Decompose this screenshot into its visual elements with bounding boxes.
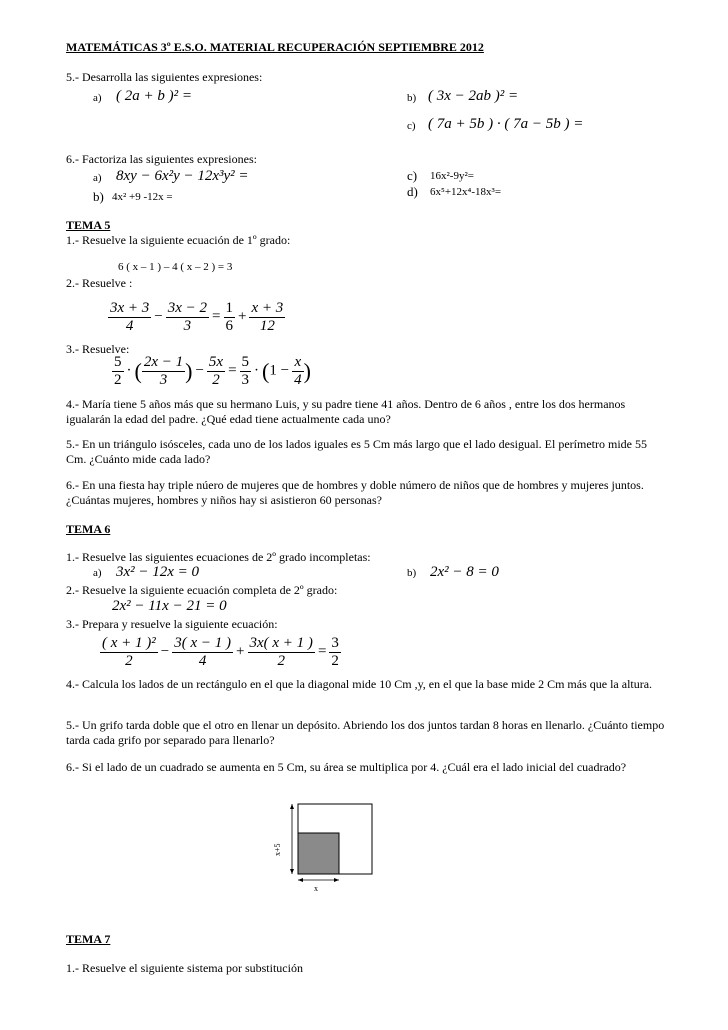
tema6-title: TEMA 6 [66, 522, 111, 536]
arrow-head [290, 804, 294, 809]
ex5-title: 5.- Desarrolla las siguientes expresiones: [66, 70, 263, 84]
tema5-q2: 2.- Resuelve : [66, 276, 133, 290]
ex5-a-label: a) [93, 92, 102, 104]
tema6-q6: 6.- Si el lado de un cuadrado se aumenta en 5 Cm, su área se multiplica por 4. ¿Cuál era el lado inicial del cuadrado? [66, 760, 627, 774]
fraction: $\frac{3x + 3}{4}$ [110, 300, 150, 334]
tema7-title: TEMA 7 [66, 932, 111, 946]
ex5-c-expr: ( 7a + 5b ) · ( 7a − 5b ) = [428, 116, 584, 132]
arrow-head [334, 878, 339, 882]
arrow-head [298, 878, 303, 882]
ex6-a-expr: 8xy − 6x²y − 12x³y² = [116, 168, 249, 184]
fraction: $\frac{3x - 2}{3}$ [167, 300, 208, 334]
tema6-q2-equation: 2x² − 11x − 21 = 0 [112, 598, 227, 614]
ex5-c-label: c) [407, 120, 416, 132]
ex6-d-label: d) [407, 184, 418, 199]
tema5-q1-equation: 6 ( x – 1 ) – 4 ( x – 2 ) = 3 [118, 261, 233, 273]
fraction: $\frac{5}{3}$ [241, 354, 250, 388]
ex6-c-expr: 16x²-9y²= [430, 170, 474, 182]
square-diagram [270, 800, 380, 910]
inner-square [298, 833, 339, 874]
tema6-q5: 5.- Un grifo tarda doble que el otro en llenar un depósito. Abriendo los dos juntos tardan 8 horas en llenarlo. ¿Cuánto tiempo tarda cada grifo por separado para llenarlo? [66, 718, 665, 747]
tema5-q3: 3.- Resuelve: [66, 342, 130, 356]
page-header: MATEMÁTICAS 3º E.S.O. MATERIAL RECUPERACIÓN SEPTIEMBRE 2012 [66, 40, 484, 54]
tema5-q6: 6.- En una fiesta hay triple núero de mujeres que de hombres y doble número de niños que de hombres y mujeres juntos.¿Cuántas mujeres, hombres y niños hay si asistieron 60 personas? [66, 478, 644, 507]
ex6-a-label: a) [93, 172, 102, 184]
tema5-q5: 5.- En un triángulo isósceles, cada uno de los lados iguales es 5 Cm más largo que el lado desigual. El perímetro mide 55 Cm. ¿Cuánto mide cada lado? [66, 437, 647, 466]
tema6-q1a-expr: 3x² − 12x = 0 [116, 564, 200, 580]
tema6-q1b-label: b) [407, 567, 417, 579]
fraction: $\frac{5x}{2}$ [208, 354, 224, 388]
tema5-q3-equation: $\frac{5}{2}$ · ( $\frac{2x - 1}{3}$ ) − $\frac{5x}{2}$ = $\frac{5}{3}$ · (1 − $\frac{x}{4}$ ) [114, 354, 311, 388]
tema6-q1: 1.- Resuelve las siguientes ecuaciones de 2º grado incompletas: [66, 550, 371, 564]
tema6-q1b-expr: 2x² − 8 = 0 [430, 564, 499, 580]
fraction: $\frac{1}{6}$ [225, 300, 233, 334]
tema6-q2: 2.- Resuelve la siguiente ecuación completa de 2º grado: [66, 583, 338, 597]
tema5-q4: 4.- María tiene 5 años más que su hermano Luis, y su padre tiene 41 años. Dentro de 6 años , entre los dos hermanos igualarán la edad del padre. ¿Qué edad tiene actualmente cada uno? [66, 397, 626, 426]
ex6-b-expr: 4x² +9 -12x = [112, 191, 173, 203]
ex5-b-expr: ( 3x − 2ab )² = [428, 88, 519, 104]
fraction: $\frac{x + 3}{12}$ [251, 300, 284, 334]
ex5-a-expr: ( 2a + b )² = [116, 88, 192, 104]
fraction: $\frac{3( x - 1 )}{4}$ [174, 635, 232, 669]
fraction: $\frac{x}{4}$ [294, 354, 302, 388]
tema7-q1: 1.- Resuelve el siguiente sistema por substitución [66, 961, 303, 975]
tema6-q3-equation: $\frac{\text{( x + 1 )²}}{2}$ − $\frac{3( x - 1 )}{4}$ + $\frac{3x( x + 1 )}{2}$ = $\frac{3}{2}$ [102, 635, 339, 669]
fraction: $\frac{3x( x + 1 )}{2}$ [249, 635, 313, 669]
ex5-b-label: b) [407, 92, 417, 104]
tema5-title: TEMA 5 [66, 218, 111, 232]
arrow-head [290, 869, 294, 874]
tema5-q1: 1.- Resuelve la siguiente ecuación de 1º grado: [66, 233, 291, 247]
fraction: $\frac{3}{2}$ [331, 635, 339, 669]
tema6-q4: 4.- Calcula los lados de un rectángulo en el que la diagonal mide 10 Cm ,y, en el que la base mide 2 Cm más que la altura. [66, 677, 653, 691]
tema6-q1a-label: a) [93, 567, 102, 579]
ex6-title: 6.- Factoriza las siguientes expresiones: [66, 152, 257, 166]
tema5-q2-equation: $\frac{3x + 3}{4}$ − $\frac{3x - 2}{3}$ = $\frac{1}{6}$ + $\frac{x + 3}{12}$ [110, 300, 284, 334]
fraction: $\frac{5}{2}$ [114, 354, 122, 388]
fig-label-bottom: x [314, 884, 318, 893]
tema6-q3: 3.- Prepara y resuelve la siguiente ecuación: [66, 617, 278, 631]
square-figure [270, 800, 380, 910]
fraction: $\frac{\text{( x + 1 )²}}{2}$ [102, 635, 156, 669]
ex6-b-label: b) [93, 189, 104, 204]
ex6-d-expr: 6x⁵+12x⁴-18x³= [430, 186, 502, 198]
ex6-c-label: c) [407, 168, 418, 183]
fraction: $\frac{2x - 1}{3}$ [143, 354, 184, 388]
fig-label-side: x+5 [273, 843, 282, 856]
